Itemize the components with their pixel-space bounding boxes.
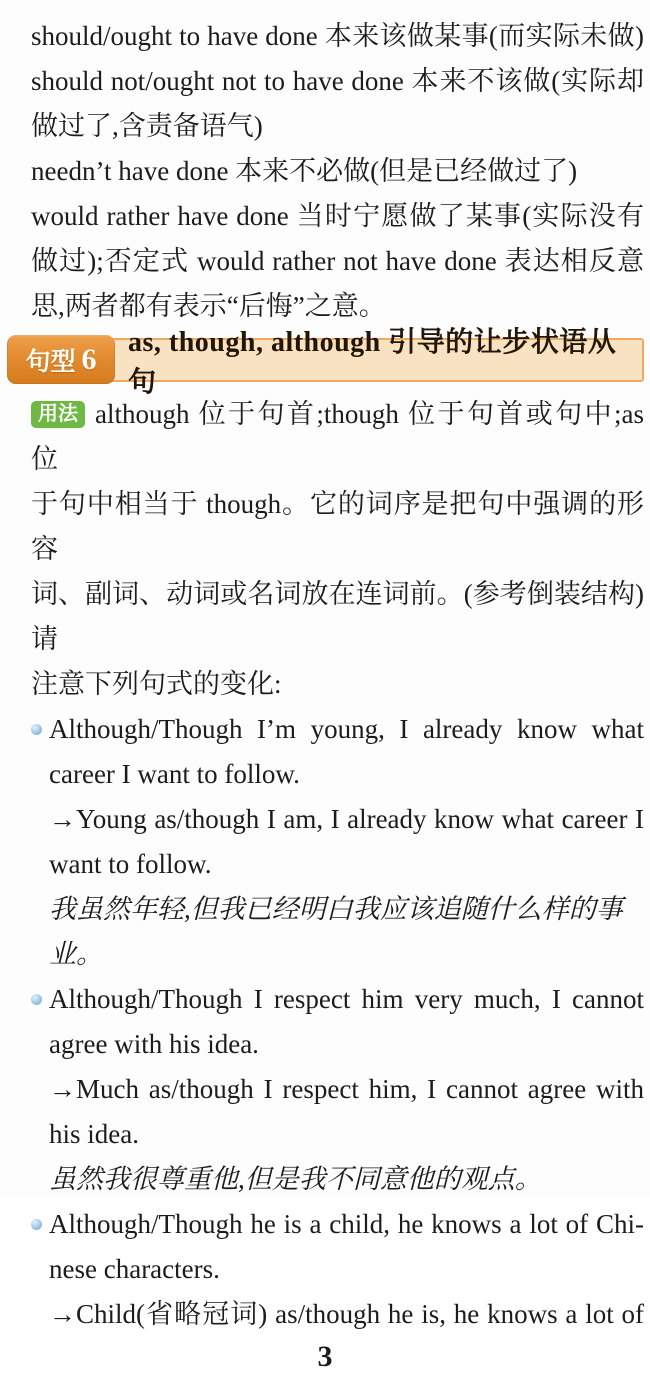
intro-line: 做过);否定式 would rather not have done 表达相反意 [31, 246, 644, 276]
example-arrow-line: →Young as/though I am, I already know what career I [49, 804, 644, 834]
usage-badge: 用法 [31, 401, 85, 428]
example-arrow-line: →Much as/though I respect him, I cannot agree with [49, 1074, 644, 1104]
example-list [0, 707, 650, 1337]
example-arrow-line: want to follow. [49, 849, 212, 879]
section-badge-label: 句型 [25, 347, 76, 376]
example-arrow-line: his idea. [49, 1119, 139, 1149]
usage-line: 于句中相当于 though。它的词序是把句中强调的形容 [31, 489, 644, 564]
intro-line: should not/ought not to have done 本来不该做(实际却 [31, 66, 644, 96]
usage-line [31, 392, 644, 482]
example-english-line: agree with his idea. [49, 1029, 259, 1059]
intro-line: should/ought to have done 本来该做某事(而实际未做) [31, 21, 644, 51]
example-english-line: nese characters. [49, 1254, 220, 1284]
intro-line: 思,两者都有表示“后悔”之意。 [31, 291, 386, 321]
usage-section [0, 384, 650, 707]
intro-line: 做过了,含责备语气) [31, 111, 263, 141]
intro-paragraphs [0, 0, 650, 329]
section-number-badge [7, 335, 115, 384]
usage-line: 注意下列句式的变化: [31, 669, 282, 699]
usage-line: 词、副词、动词或名词放在连词前。(参考倒装结构)请 [31, 579, 644, 654]
section-header [7, 326, 644, 398]
usage-line-text: although 位于句首;though 位于句首或句中;as 位 [31, 399, 644, 474]
section-badge-number: 6 [81, 342, 97, 376]
example-english-line: career I want to follow. [49, 759, 300, 789]
example-english-line: Although/Though I respect him very much, I cannot [31, 977, 644, 1022]
intro-line: would rather have done 当时宁愿做了某事(实际没有 [31, 201, 644, 231]
section-title: as, though, although 引导的让步状语从句 [128, 326, 617, 398]
example-translation: 我虽然年轻,但我已经明白我应该追随什么样的事业。 [49, 894, 623, 969]
example-arrow-line: →Child(省略冠词) as/though he is, he knows a lot of [49, 1299, 644, 1329]
example-translation: 虽然我很尊重他,但是我不同意他的观点。 [49, 1164, 542, 1194]
intro-line: needn’t have done 本来不必做(但是已经做过了) [31, 156, 578, 186]
page-number: 3 [317, 1340, 333, 1373]
section-title-bar [110, 326, 644, 398]
example-english-line: Although/Though he is a child, he knows a lot of Chi- [31, 1202, 644, 1247]
example-english-line: Although/Though I’m young, I already know what [31, 707, 644, 752]
